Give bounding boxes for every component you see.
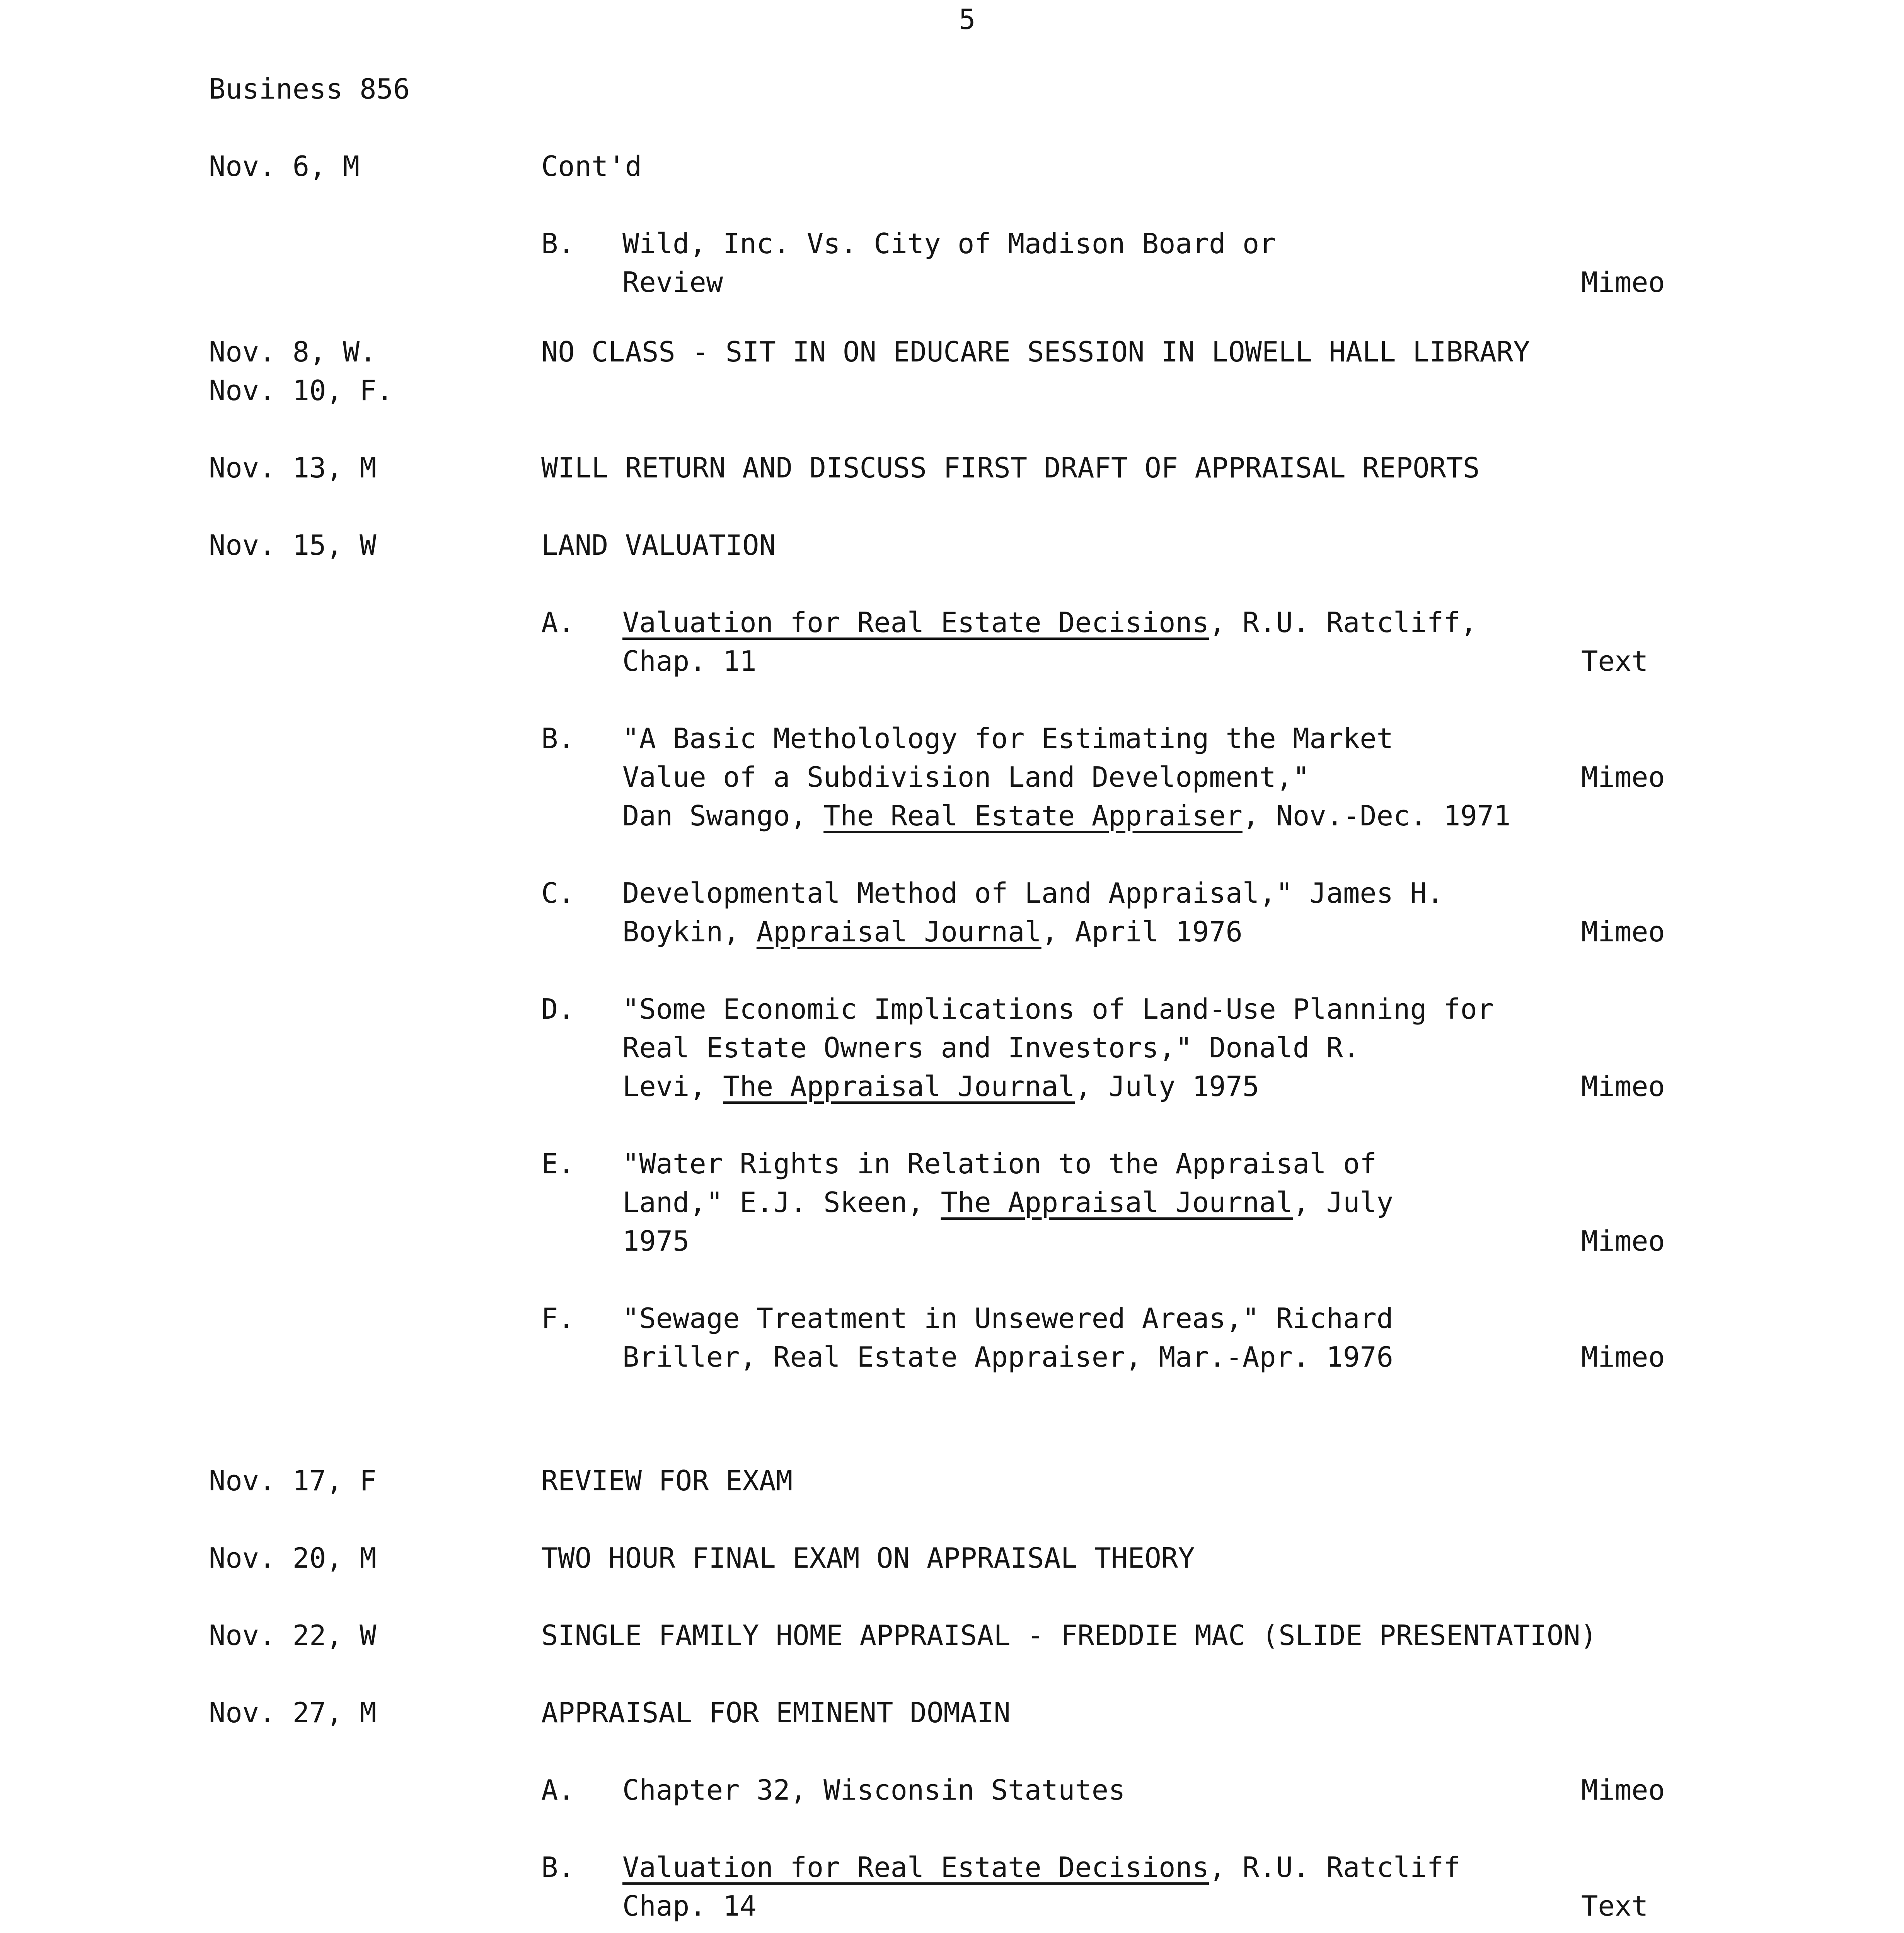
entry-date: Nov. 15, W [209,529,377,561]
reading-source: Text [1581,1890,1648,1922]
reading-citation-line [622,912,1243,951]
course-title: Business 856 [209,73,410,105]
reading-letter: B. [541,722,575,755]
citation-text: Levi, [622,1070,723,1103]
reading-source: Mimeo [1581,1341,1665,1373]
citation-text: "Water Rights in Relation to the Appraisal of [622,1147,1377,1180]
citation-text: Boykin, [622,915,757,948]
citation-text: "Some Economic Implications of Land-Use Planning for [622,993,1494,1025]
citation-text: Developmental Method of Land Appraisal," James H. [622,877,1444,909]
reading-citation-line [622,758,1309,796]
reading-letter: D. [541,993,575,1025]
reading-citation-line [622,1299,1393,1338]
reading-source: Mimeo [1581,266,1665,298]
reading-citation-line [622,642,757,680]
citation-text: Value of a Subdivision Land Development," [622,761,1310,793]
citation-text: Dan Swango, [622,799,824,832]
reading-letter: A. [541,1774,575,1806]
reading-letter: E. [541,1147,575,1180]
citation-text: "Sewage Treatment in Unsewered Areas," Richard [622,1302,1393,1335]
reading-source: Mimeo [1581,1070,1665,1103]
entry-topic: LAND VALUATION [541,529,776,561]
citation-text: , July 1975 [1075,1070,1260,1103]
entry-date: Nov. 8, W. [209,336,377,368]
reading-citation-line [622,719,1393,758]
entry-date: Nov. 13, M [209,452,377,484]
reading-citation-line [622,1222,689,1260]
citation-text: Chapter 32, Wisconsin Statutes [622,1774,1125,1806]
citation-text: , April 1976 [1041,915,1243,948]
citation-text: Real Estate Owners and Investors," Donald R. [622,1031,1360,1064]
citation-text: Chap. 14 [622,1890,757,1922]
entry-topic: APPRAISAL FOR EMINENT DOMAIN [541,1696,1011,1729]
citation-text: Chap. 11 [622,645,757,677]
reading-citation-line [622,1771,1125,1809]
reading-citation-line [622,603,1477,642]
entry-date: Nov. 27, M [209,1696,377,1729]
page-number: 5 [959,3,976,36]
citation-text: , R.U. Ratcliff, [1209,606,1477,639]
reading-source: Mimeo [1581,761,1665,793]
publication-title: Valuation for Real Estate Decisions [622,606,1209,639]
entry-topic: SINGLE FAMILY HOME APPRAISAL - FREDDIE MAC (SLIDE PRESENTATION) [541,1619,1597,1652]
reading-citation-line [622,263,723,302]
entry-topic: Cont'd [541,150,642,182]
publication-title: Valuation for Real Estate Decisions [622,1851,1209,1884]
reading-citation-line [622,874,1444,912]
entry-date: Nov. 17, F [209,1464,377,1497]
entry-topic: TWO HOUR FINAL EXAM ON APPRAISAL THEORY [541,1542,1195,1574]
publication-title: The Appraisal Journal [723,1070,1075,1103]
citation-text: Land," E.J. Skeen, [622,1186,941,1219]
entry-date: Nov. 10, F. [209,374,393,407]
entry-date: Nov. 20, M [209,1542,377,1574]
reading-citation-line [622,1338,1393,1376]
citation-text: , July [1292,1186,1394,1219]
reading-letter: B. [541,1851,575,1884]
reading-citation-line [622,1183,1393,1222]
publication-title: Appraisal Journal [756,915,1041,948]
reading-citation-line [622,1848,1460,1887]
citation-text: , R.U. Ratcliff [1209,1851,1461,1884]
citation-text: Briller, Real Estate Appraiser, Mar.-Apr. 1976 [622,1341,1393,1373]
entry-topic: NO CLASS - SIT IN ON EDUCARE SESSION IN LOWELL HALL LIBRARY [541,336,1530,368]
entry-date: Nov. 6, M [209,150,360,182]
reading-citation-line [622,1887,757,1925]
reading-source: Mimeo [1581,1225,1665,1257]
citation-text: Review [622,266,723,298]
citation-text: "A Basic Metholology for Estimating the Market [622,722,1393,755]
reading-letter: B. [541,227,575,260]
entry-topic: WILL RETURN AND DISCUSS FIRST DRAFT OF APPRAISAL REPORTS [541,452,1480,484]
reading-citation-line [622,796,1510,835]
reading-citation-line [622,1028,1360,1067]
reading-citation-line [622,1067,1259,1106]
reading-citation-line [622,224,1276,263]
publication-title: The Appraisal Journal [941,1186,1293,1219]
reading-citation-line [622,990,1494,1028]
reading-citation-line [622,1144,1377,1183]
publication-title: The Real Estate Appraiser [823,799,1243,832]
entry-topic: REVIEW FOR EXAM [541,1464,793,1497]
citation-text: 1975 [622,1225,690,1257]
citation-text: , Nov.-Dec. 1971 [1242,799,1511,832]
reading-source: Text [1581,645,1648,677]
reading-letter: F. [541,1302,575,1335]
reading-letter: A. [541,606,575,639]
reading-letter: C. [541,877,575,909]
entry-date: Nov. 22, W [209,1619,377,1652]
citation-text: Wild, Inc. Vs. City of Madison Board or [622,227,1276,260]
reading-source: Mimeo [1581,915,1665,948]
reading-source: Mimeo [1581,1774,1665,1806]
